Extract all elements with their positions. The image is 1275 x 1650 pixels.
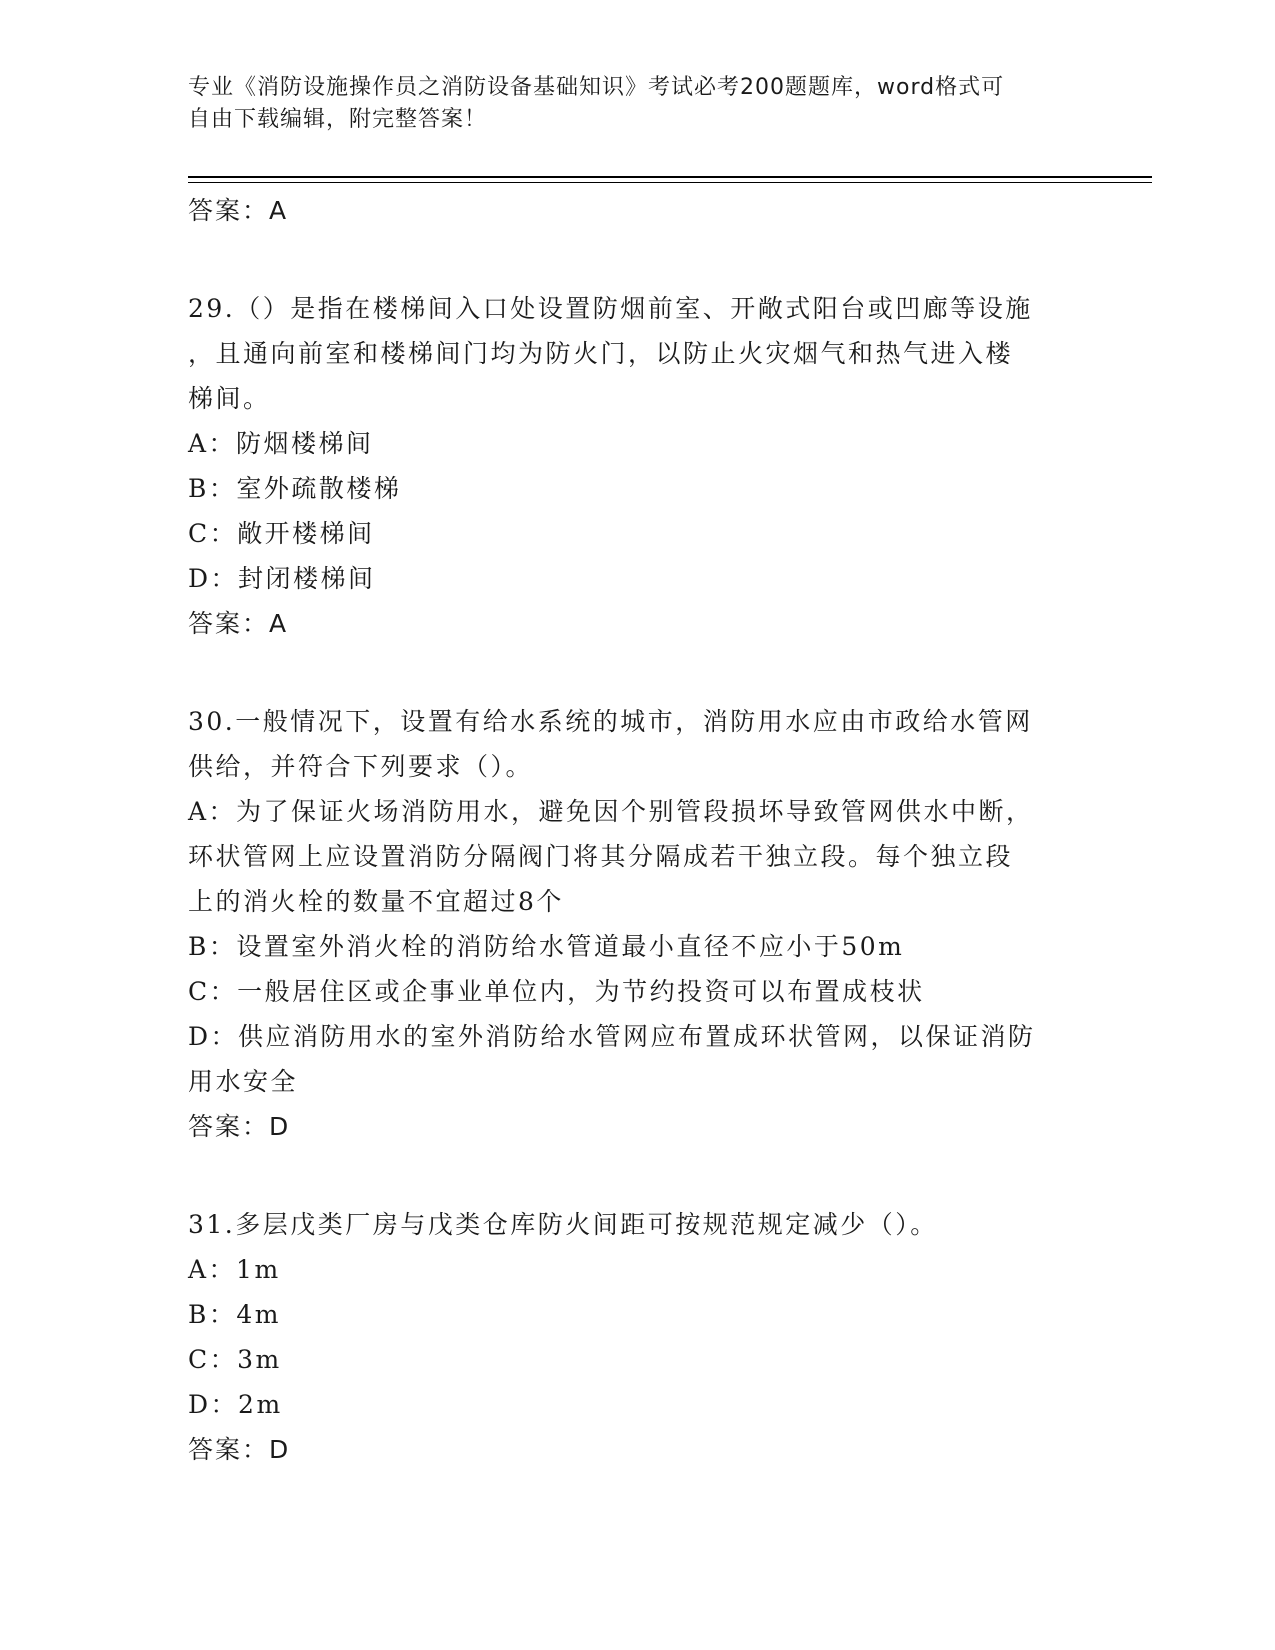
option-a-continued: 上的消火栓的数量不宜超过8个 bbox=[188, 887, 564, 916]
document-header bbox=[188, 72, 1068, 136]
option-a: A：为了保证火场消防用水，避免因个别管段损坏导致管网供水中断， bbox=[188, 797, 1034, 826]
option-b: B：室外疏散楼梯 bbox=[188, 474, 402, 503]
answer-line: 答案：D bbox=[188, 1435, 291, 1464]
question-30 bbox=[188, 699, 1088, 1150]
previous-answer: 答案：A bbox=[188, 196, 289, 225]
option-d: D：供应消防用水的室外消防给水管网应布置成环状管网，以保证消防 bbox=[188, 1022, 1036, 1051]
question-29 bbox=[188, 286, 1088, 647]
option-a: A：1m bbox=[188, 1255, 281, 1284]
option-d: D：封闭楼梯间 bbox=[188, 564, 376, 593]
question-stem-line: ，且通向前室和楼梯间门均为防火门，以防止火灾烟气和热气进入楼 bbox=[188, 339, 1014, 368]
option-a: A：防烟楼梯间 bbox=[188, 429, 374, 458]
option-d: D：2m bbox=[188, 1390, 283, 1419]
spacer bbox=[188, 234, 1088, 286]
header-divider-thin bbox=[188, 182, 1152, 183]
question-stem-line: 30.一般情况下，设置有给水系统的城市，消防用水应由市政给水管网 bbox=[188, 707, 1033, 736]
question-stem-line: 梯间。 bbox=[188, 384, 271, 413]
option-c: C：一般居住区或企事业单位内，为节约投资可以布置成枝状 bbox=[188, 977, 925, 1006]
option-d-continued: 用水安全 bbox=[188, 1067, 299, 1096]
header-line-1: 专业《消防设施操作员之消防设备基础知识》考试必考200题题库，word格式可 bbox=[188, 75, 1005, 100]
question-31 bbox=[188, 1202, 1088, 1473]
option-c: C：3m bbox=[188, 1345, 282, 1374]
header-line-2: 自由下载编辑，附完整答案！ bbox=[188, 107, 488, 132]
question-stem-line: 31.多层戊类厂房与戊类仓库防火间距可按规范规定减少（）。 bbox=[188, 1210, 938, 1239]
answer-line: 答案：D bbox=[188, 1112, 291, 1141]
answer-line: 答案：A bbox=[188, 609, 289, 638]
question-stem-line: 供给，并符合下列要求（）。 bbox=[188, 752, 534, 781]
option-c: C：敞开楼梯间 bbox=[188, 519, 375, 548]
option-a-continued: 环状管网上应设置消防分隔阀门将其分隔成若干独立段。每个独立段 bbox=[188, 842, 1014, 871]
question-list bbox=[188, 188, 1088, 1473]
question-stem-line: 29.（）是指在楼梯间入口处设置防烟前室、开敞式阳台或凹廊等设施 bbox=[188, 294, 1033, 323]
spacer bbox=[188, 647, 1088, 699]
header-divider-thick bbox=[188, 176, 1152, 178]
option-b: B：设置室外消火栓的消防给水管道最小直径不应小于50m bbox=[188, 932, 905, 961]
option-b: B：4m bbox=[188, 1300, 281, 1329]
spacer bbox=[188, 1150, 1088, 1202]
